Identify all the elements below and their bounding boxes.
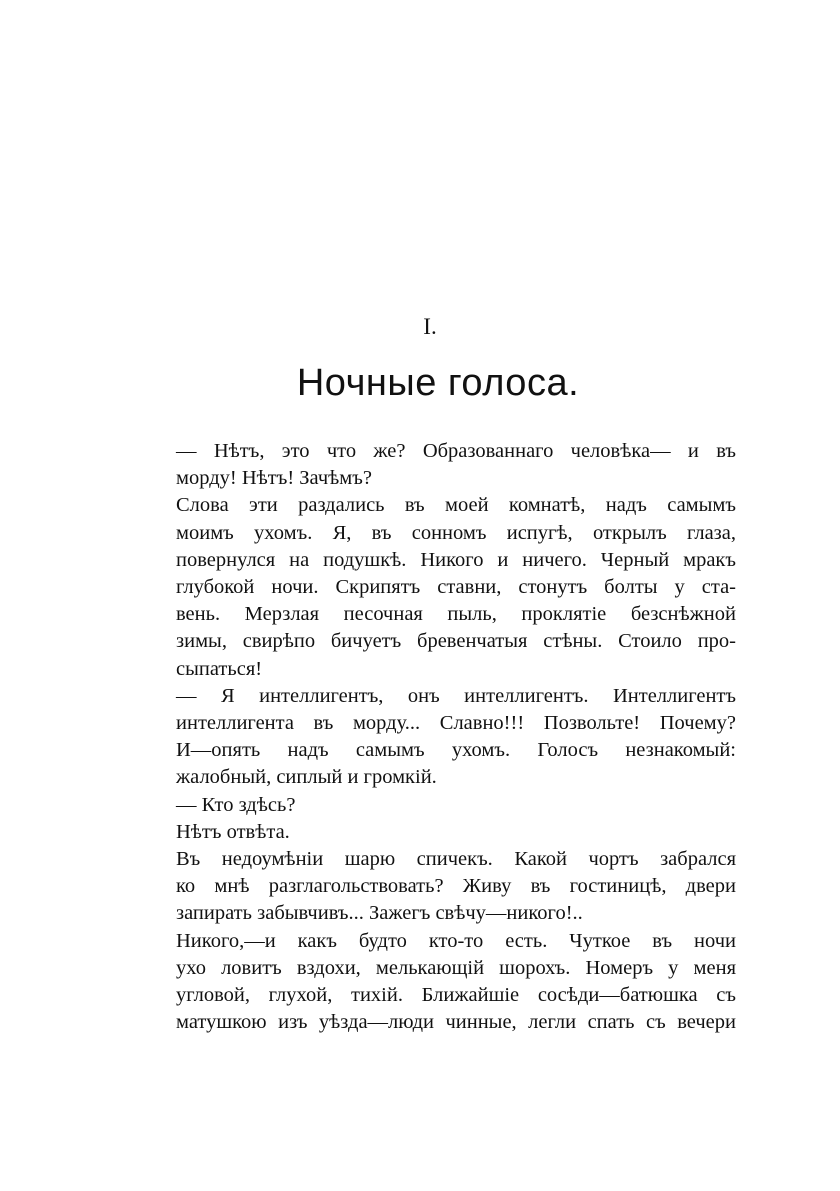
text-line: — Я интеллигентъ, онъ интеллигентъ. Интеллигентъ [176, 684, 736, 707]
paragraph [136, 819, 736, 846]
paragraph [136, 683, 736, 737]
text-line: И—опять надъ самымъ ухомъ. Голосъ незнакомый: [176, 739, 736, 762]
text-line: интеллигента въ морду... Славно!!! Позвольте! Почему? [176, 712, 736, 735]
text-line: жалобный, сиплый и громкій. [176, 766, 437, 789]
text-line: морду! Нѣтъ! Зачѣмъ? [176, 467, 372, 490]
text-line: глубокой ночи. Скрипятъ ставни, стонутъ болты у ста- [176, 576, 736, 599]
text-line: Никого,—и какъ будто кто-то есть. Чуткое въ ночи [176, 929, 736, 952]
chapter-body [136, 438, 736, 1036]
chapter-number: I. [423, 314, 437, 339]
text-line: моимъ ухомъ. Я, въ сонномъ испугѣ, открылъ глаза, [176, 521, 736, 544]
text-line: ко мнѣ разглагольствовать? Живу въ гостиницѣ, двери [176, 875, 736, 898]
text-line: Въ недоумѣніи шарю спичекъ. Какой чортъ забрался [176, 848, 736, 871]
chapter-title: Ночные голоса. [296, 362, 580, 404]
text-line: ухо ловитъ вздохи, мелькающій шорохъ. Номеръ у меня [176, 956, 736, 979]
text-line: сыпаться! [176, 657, 263, 680]
text-line: матушкою изъ уѣзда—люди чинные, легли спать съ вечери [176, 1011, 736, 1034]
text-line: запирать забывчивъ... Зажегъ свѣчу—никого!.. [176, 902, 583, 925]
text-line: Слова эти раздались въ моей комнатѣ, надъ самымъ [176, 494, 736, 517]
paragraph [136, 492, 736, 682]
text-line: — Кто здѣсь? [176, 793, 296, 816]
text-line: зимы, свирѣпо бичуетъ бревенчатыя стѣны. Стоило про- [176, 630, 736, 653]
paragraph [136, 792, 736, 819]
paragraph [136, 928, 736, 1037]
paragraph [136, 438, 736, 492]
text-line: Нѣтъ отвѣта. [176, 820, 290, 843]
text-line: угловой, глухой, тихій. Ближайшіе сосѣди—батюшка съ [176, 984, 736, 1007]
text-line: — Нѣтъ, это что же? Образованнаго человѣка— и въ [176, 440, 736, 462]
paragraph [136, 846, 736, 928]
text-line: вень. Мерзлая песочная пыль, проклятіе безснѣжной [176, 603, 736, 626]
paragraph [136, 737, 736, 791]
text-line: повернулся на подушкѣ. Никого и ничего. Черный мракъ [176, 548, 736, 571]
